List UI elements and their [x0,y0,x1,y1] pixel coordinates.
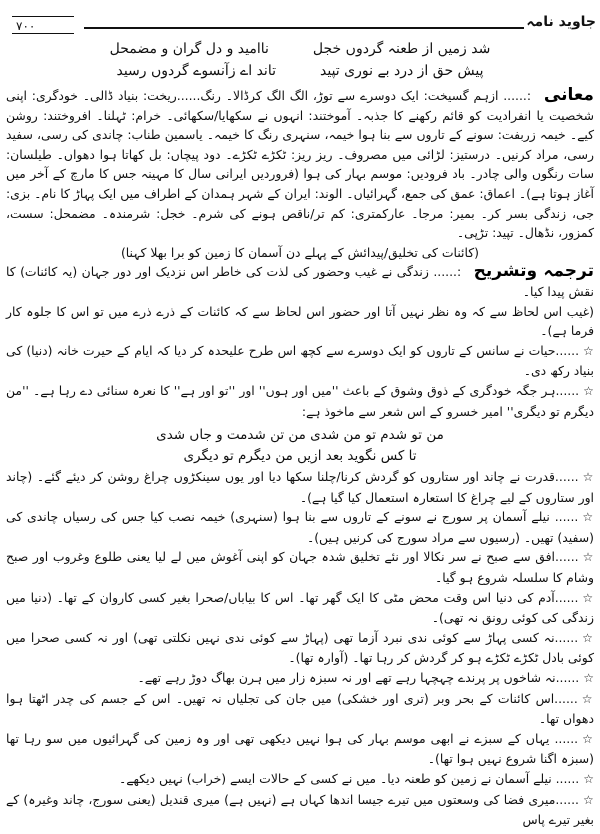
meanings-text: ازہم گسیخت: ایک دوسرے سے توڑ، الگ الگ کرڈالا۔ رنگ......ریخت: بنیاد ڈالی۔ خودگری: اپنی شخصیت یا انفرادیت کو قائم رکھنے کا جذبہ۔ آموختند: انہوں نے سکھایا/سکھائی۔ خرام: ٹہلنا۔ افروختند: روشن کیے۔ خیمہ زربفت: سونے کے تاروں سے بنا ہوا خیمہ، سنہری رنگ کا خیمہ۔ یاسمین طناب: چاندی کی رسی، سفید رسی، مراد کرنیں۔ درستیز: لڑائی میں مصروف۔ ریز ریز: ٹکڑے ٹکڑے۔ دود پیچاں: بل کھاتا ہوا دھواں۔ طیلسان: سات رنگوں والی چادر۔ باد فرودیں: موسم بہار کی ہوا (فروردیں ایرانی سال کا مہینہ جس کا مارچ کے آخر میں آغاز ہوتا ہے)۔ اعماق: عمق کی جمع، گہرائیاں۔ الوند: ایران کے شہر ہمدان کے اطراف میں ایک پہاڑ کا نام۔ بزی: جی، زندگی بسر کر۔ بمیر: مرجا۔ عارکمتری: کم تر/ناقص ہونے کی شرم۔ خجل: شرمندہ۔ مضمحل: سست، کمزور، نڈھال۔ تپید: تڑپی۔ [6,88,594,241]
translation-point [6,467,594,507]
page-number: ۷۰۰ [12,16,74,34]
meanings-paragraph [6,86,594,243]
translation-point [6,668,594,689]
khusro-quote [6,425,594,467]
point-text: ......قدرت نے چاند اور ستاروں کو گردش کرنا/چلنا سکھا دیا اور یوں سینکڑوں چراغ روشن کر دیئے گئے۔ (چاند اور ستاروں کے لیے چراغ کا استعارہ استعمال کیا گیا ہے)۔ [6,469,594,505]
point-text: ......افق سے صبح نے سر نکالا اور نئے تخلیق شدہ جہان کو اپنی آغوش میں لے لیا یعنی طلوع وغروب اور صبح وشام کا سلسلہ شروع ہو گیا۔ [6,549,594,586]
verse-hemistich-right: شد زمیں از طعنہ گردوں خجل [312,41,491,57]
translation-point [6,507,594,547]
verse-hemistich-left: تاند اے زآنسوے گردوں رسید [116,63,276,79]
verse-line [6,38,594,60]
verse-line [6,60,594,82]
translation-point [6,381,594,421]
translation-point [6,729,594,769]
star-icon: ☆ [582,470,594,485]
point-text: ......آدم کی دنیا اس وقت محض مٹی کا ایک گھر تھا۔ اس کا بیاباں/صحرا بغیر کسی کاروان کے تھا۔ (دنیا میں زندگی کی کوئی رونق نہ تھی)۔ [6,589,594,626]
star-icon: ☆ [583,772,594,786]
point-text: ......نہ کسی پہاڑ سے کوئی ندی نبرد آزما تھی (پہاڑ سے کوئی ندی نہیں نکلتی تھی) اور نہ کسی صحرا میں کوئی بادل ٹکڑے ٹکڑے ہو کر گردش کر رہا تھا۔ (آوارہ تھا)۔ [6,629,594,666]
translation-point [6,689,594,729]
star-icon: ☆ [582,630,594,645]
running-header [8,12,596,34]
translation-separator: :...... [433,264,462,280]
point-text: ......نہ شاخوں پر پرندے چہچہا رہے تھے اور نہ سبزہ زار میں ہرن بھاگ دوڑ رہے تھے۔ [137,670,580,686]
point-text: ......میری فضا کی وسعتوں میں تیرے جیسا اندھا کہاں ہے (نہیں ہے) میری قندیل (یعنی سورج، چاند وغیرہ) کے بغیر تیرے پاس [6,791,594,828]
point-text: ......ہر جگہ خودگری کے ذوق وشوق کے باعث ''میں اور ہوں'' اور ''تو اور ہے'' کا نعرہ سنائی دے رہا ہے۔ ''من دیگرم تو دیگری'' امیر خسرو کے اس شعر سے ماخوذ ہے: [6,382,594,419]
point-text: ......اس کائنات کے بحر وبر (تری اور خشکی) میں جان کی تجلیاں نہ تھیں۔ اس کے جسم کی چدر اٹھتا ہوا دھواں تھا۔ [6,690,594,727]
translation-point [6,790,594,830]
star-icon: ☆ [582,792,595,807]
meanings-subtitle: (کائنات کی تخلیق/پیدائش کے پہلے دن آسمان کا زمین کو برا بھلا کہنا) [120,244,480,260]
translation-intro-note: (غیب اس لحاظ سے کہ وہ نظر نہیں آتا اور حضور اس لحاظ سے کہ کائنات کے ذرے ذرے میں تو اس کا جلوہ کار فرما ہے)۔ [6,303,594,339]
star-icon: ☆ [583,671,594,686]
star-icon: ☆ [581,691,594,706]
point-text: ...... نیلے آسمان نے زمین کو طعنہ دیا۔ میں نے کسی کے حالات ایسے (خراب) نہیں دیکھے۔ [119,771,580,786]
page-content [6,36,594,830]
translation-point [6,341,594,381]
point-text: ...... نیلے آسمان پر سورج نے سونے کے تاروں سے بنا ہوا (سنہری) خیمہ نصب کیا جس کی رسیاں چاندی کی (سفید) تھیں۔ (رسیوں سے مراد سورج کی کرنیں ہیں)۔ [6,509,594,545]
star-icon: ☆ [582,731,595,746]
translation-point [6,628,594,668]
meanings-heading: معانی [543,85,594,105]
verse-hemistich-right: پیش حق از درد بے نوری تپید [320,63,484,79]
star-icon: ☆ [582,590,594,605]
translation-point [6,769,594,790]
translation-point [6,588,594,628]
meanings-separator: :...... [503,88,532,103]
quote-line: تا کس نگوید بعد ازیں من دیگرم تو دیگری [183,448,417,465]
star-icon: ☆ [582,510,594,525]
translation-intro: زندگی نے غیب وحضور کی لذت کی خاطر اس نزدیک اور دور جہان (یہ کائنات) کا نقش پیدا کیا۔ [6,264,594,299]
verse-hemistich-left: ناامید و دل گران و مضمحل [109,41,269,57]
point-text: ......حیات نے سانس کے تاروں کو ایک دوسرے سے کچھ اس طرح علیحدہ کر دیا کہ ایام کے حیرت خانہ (دنیا) کی بنیاد رکھ دی۔ [6,342,594,379]
star-icon: ☆ [582,550,594,565]
translation-heading: ترجمہ وتشریح [473,261,594,282]
star-icon: ☆ [583,343,594,358]
point-text: ...... یہاں کے سبزے نے ابھی موسم بہار کی ہوا نہیں دیکھی تھی اور وہ زمین کی گہرائیوں میں سو رہا تھا (سبزہ اگنا شروع نہیں ہوا تھا)۔ [6,730,594,767]
star-icon: ☆ [583,383,594,398]
quote-line: من تو شدم تو من شدی من تن شدمت و جاں شدی [156,427,444,444]
header-rule [84,27,524,29]
persian-verses [6,38,594,82]
translation-intro-paragraph [6,262,594,301]
translation-point [6,547,594,587]
book-title: جاوید نامہ [526,14,596,30]
